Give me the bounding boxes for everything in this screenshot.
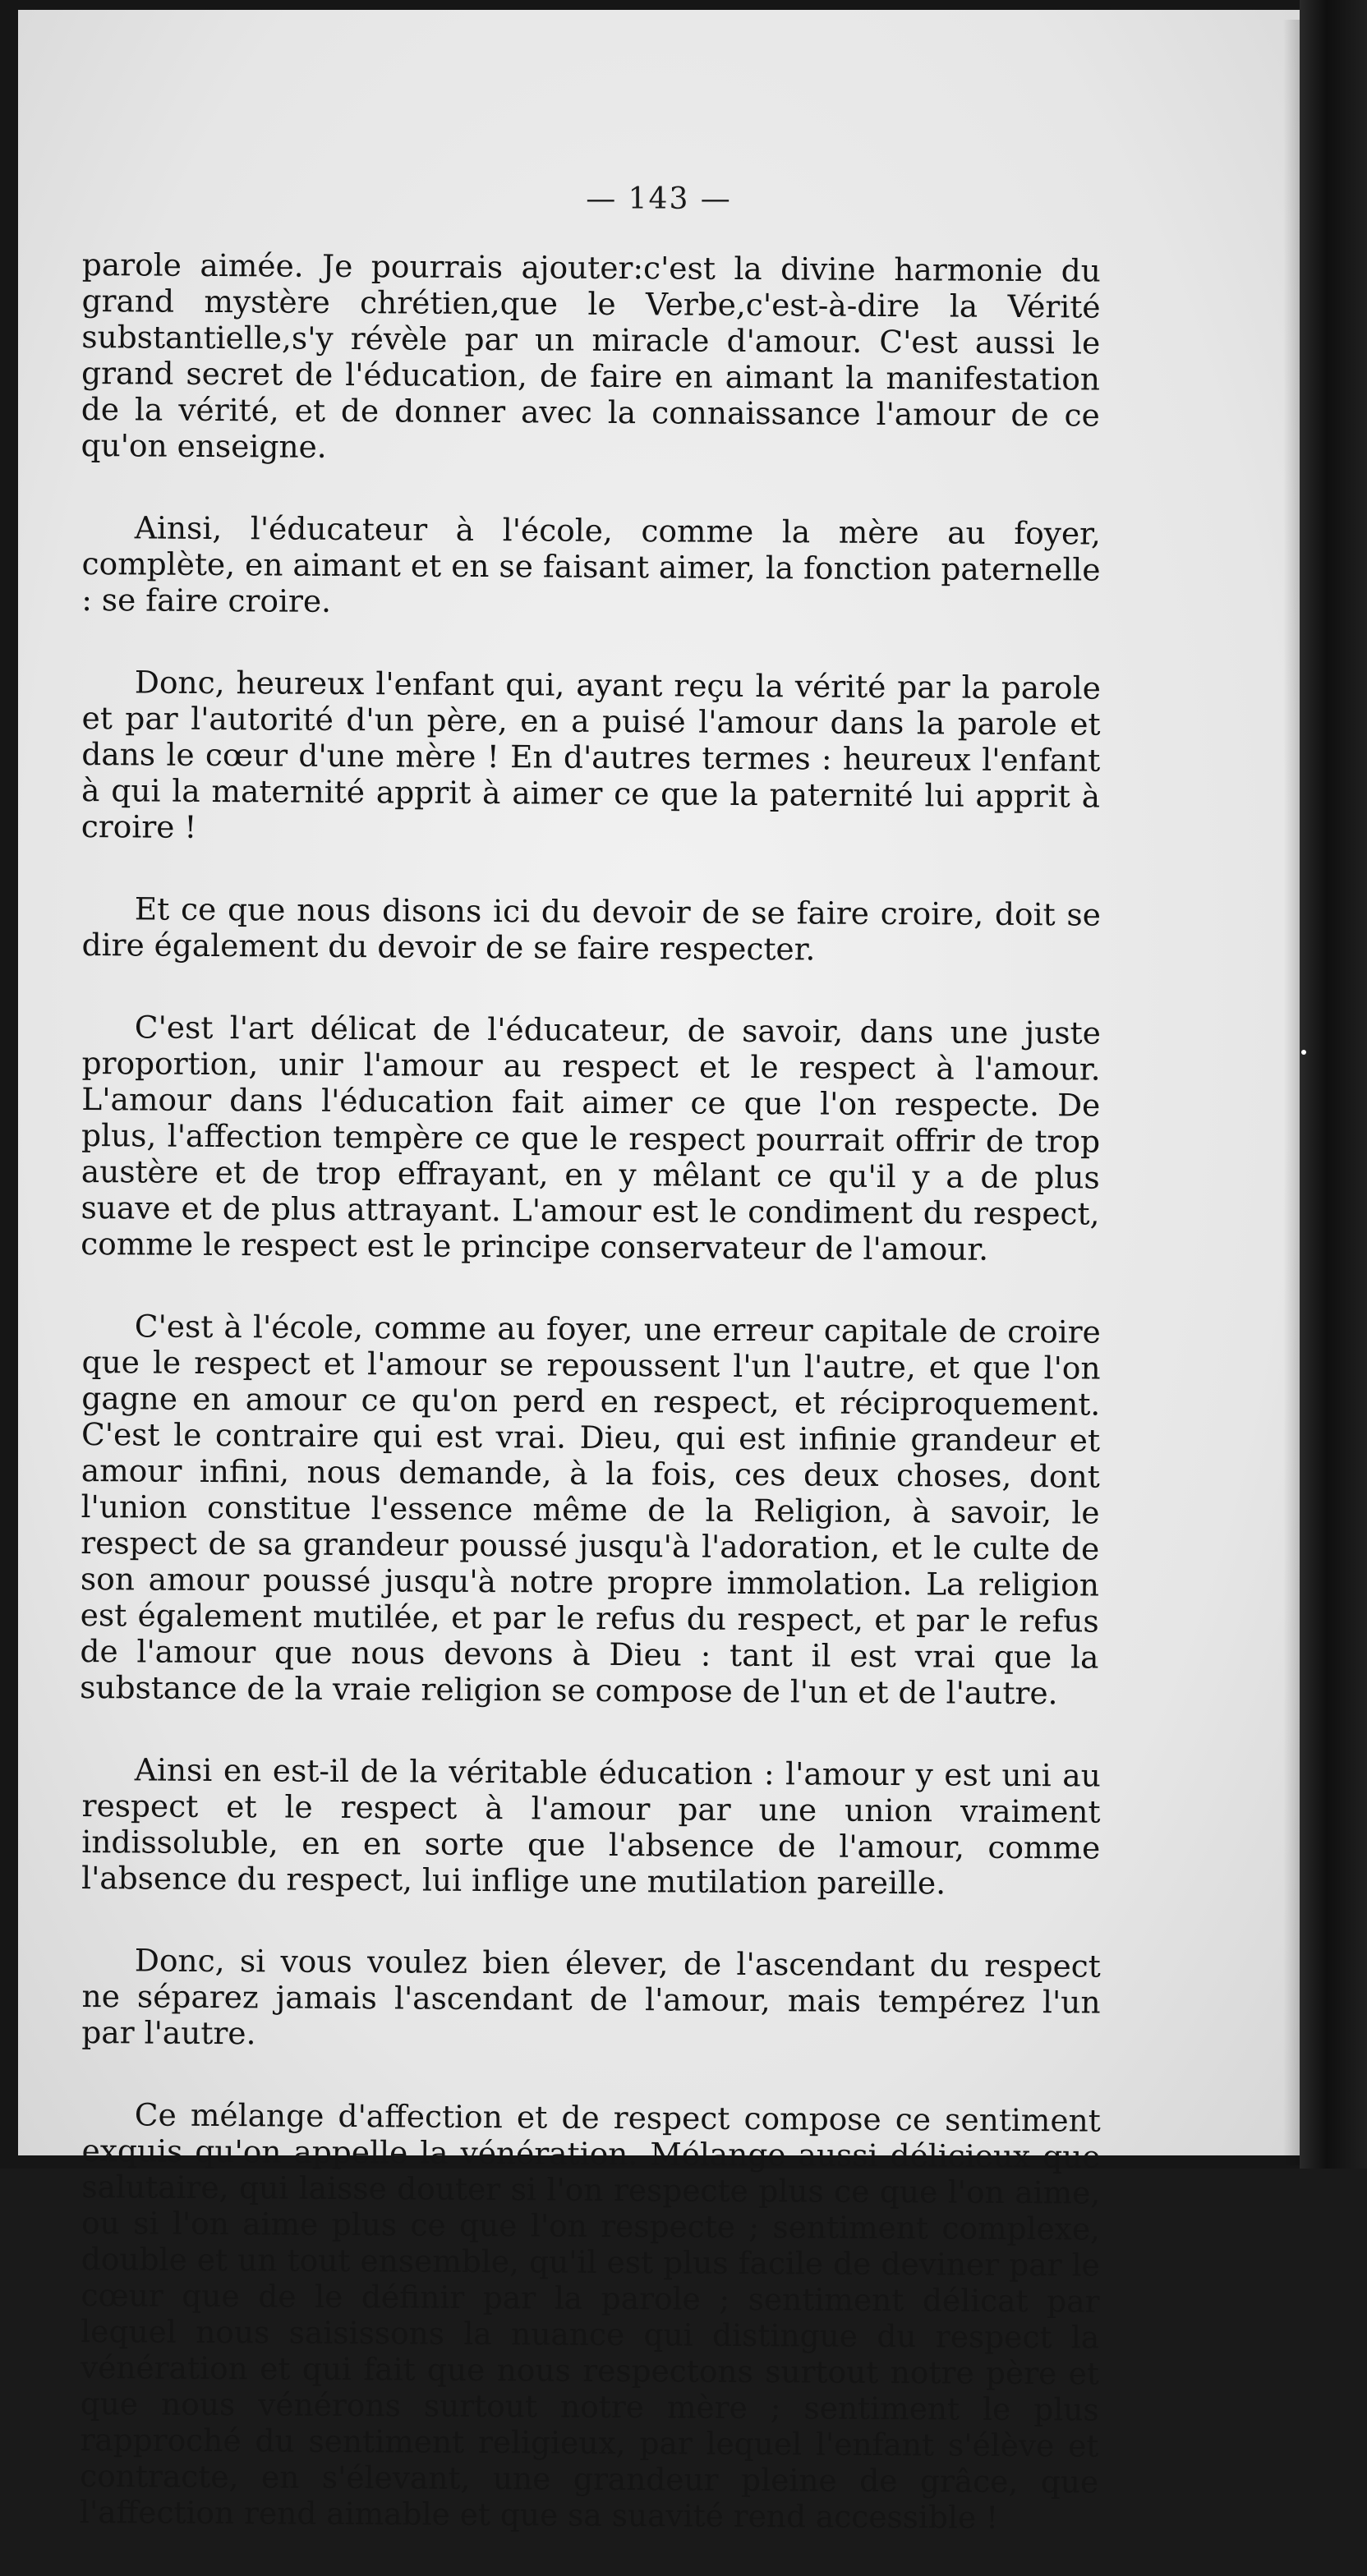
book-page (18, 10, 1300, 2536)
paragraph-6: C'est à l'école, comme au foyer, une erreur capitale de croire que le respect et l'amour se repoussent l'un l'autre, et que l'on gagne en amour ce qu'on perd en respect, et réciproquement. C'est le contraire qui est vrai. Dieu, qui est infinie grandeur et amour infini, nous demande, à la fois, ces deux choses, dont l'union constitue l'essence même de la Religion, à savoir, le respect de sa grandeur poussé jusqu'à l'adoration, et le culte de son amour poussé jusqu'à notre propre immolation. La religion est également mutilée, et par le refus du respect, et par le refus de l'amour que nous devons à Dieu : tant il est vrai que la substance de la vraie religion se compose de l'un et de l'autre. (80, 1308, 1101, 1712)
scan-dust-speck (1301, 1050, 1306, 1055)
paragraph-2: Ainsi, l'éducateur à l'école, comme la mère au foyer, complète, en aimant et en se faisant aimer, la fonction paternelle : se faire croire. (81, 509, 1101, 619)
book-binding-edge (1300, 0, 1367, 2169)
paragraph-1: parole aimée. Je pourrais ajouter:c'est la divine harmonie du grand mystère chrétien,que le Verbe,c'est-à-dire la Vérité substantielle,s'y révèle par un miracle d'amour. C'est aussi le grand secret de l'éducation, de faire en aimant la manifestation de la vérité, et de donner avec la connaissance l'amour de ce qu'on enseigne. (81, 246, 1101, 465)
paragraph-3: Donc, heureux l'enfant qui, ayant reçu la vérité par la parole et par l'autorité d'un père, en a puisé l'amour dans la parole et dans le cœur d'une mère ! En d'autres termes : heureux l'enfant à qui la maternité apprit à aimer ce que la paternité lui apprit à croire ! (81, 664, 1101, 845)
page-body (79, 246, 1101, 2576)
paragraph-4: Et ce que nous disons ici du devoir de se faire croire, doit se dire également du devoir de se faire respecter. (81, 890, 1101, 968)
paragraph-9: Ce mélange d'affection et de respect compose ce sentiment exquis qu'on appelle la vénération. Mélange aussi délicieux que salutaire, qui laisse douter si l'on respecte plus ce que l'on aime, ou si l'on aime plus ce que l'on respecte ; sentiment complexe, double et un tout ensemble, qu'il est plus facile de deviner par le cœur que de le définir par la parole ; sentiment délicat par lequel nous saisissons la nuance qui distingue du respect la vénération et qui fait que nous respectons surtout notre père et que nous vénérons surtout notre mère ; sentiment le plus rapproché du sentiment religieux, par lequel l'enfant s'élève et contracte, en s'élevant, une grandeur pleine de grâce, que l'affection rend aimable et que sa suavité rend accessible ! (79, 2096, 1101, 2536)
paragraph-5: C'est l'art délicat de l'éducateur, de savoir, dans une juste proportion, unir l'amour au respect et le respect à l'amour. L'amour dans l'éducation fait aimer ce que l'on respecte. De plus, l'affection tempère ce que le respect pourrait offrir de trop austère et de trop effrayant, en y mêlant ce qu'il y a de plus suave et de plus attrayant. L'amour est le condiment du respect, comme le respect est le principe conservateur de l'amour. (81, 1009, 1101, 1267)
page-number: — 143 — (586, 182, 732, 216)
paragraph-7: Ainsi en est-il de la véritable éducation : l'amour y est uni au respect et le respect à l'amour par une union vraiment indissoluble, en en sorte que l'absence de l'amour, comme l'absence du respect, lui inflige une mutilation pareille. (81, 1751, 1101, 1902)
paragraph-8: Donc, si vous voulez bien élever, de l'ascendant du respect ne séparez jamais l'ascendant de l'amour, mais tempérez l'un par l'autre. (81, 1942, 1101, 2052)
